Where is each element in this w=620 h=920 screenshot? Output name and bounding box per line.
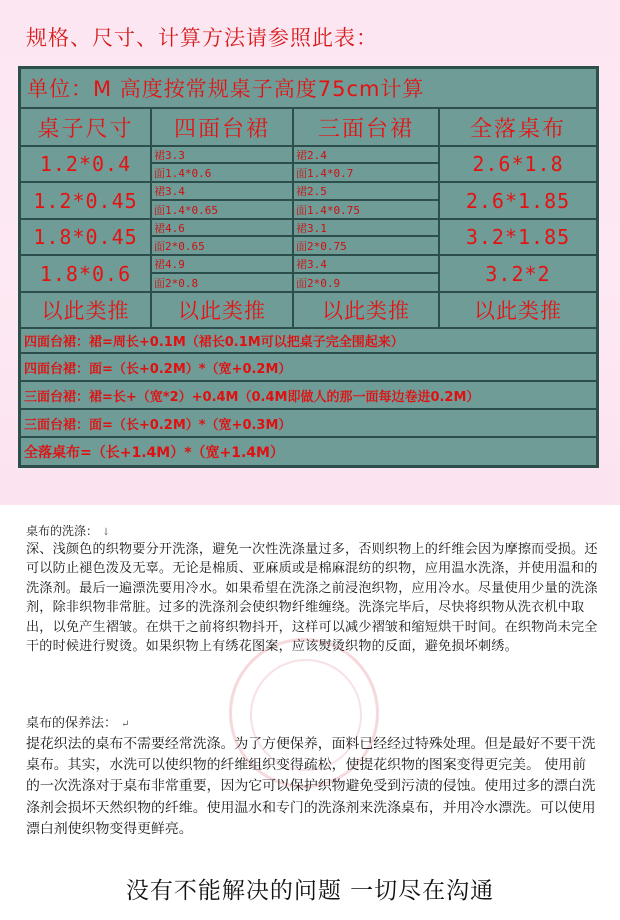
care-text: 提花织法的桌布不需要经常洗涤。为了方便保养，面料已经经过特殊处理。但是最好不要干洗桌布。其实，水洗可以使织物的纤维组织变得疏松，使提花织物的图案变得更完美。 使用前的一次洗涤对于桌布非常重要，因为它可以保护织物避免受到污渍的侵蚀。使用过多的漂白洗涤剂会损坏天然织物的纤维。使用温水和专门的洗涤剂来洗涤桌布，并用冷水漂洗。可以使用漂白剂使织物变得更鲜亮。 [26, 736, 596, 837]
size-cell: 1.8*0.45 [20, 219, 151, 255]
washing-title: 桌布的洗涤： ↓ [26, 524, 111, 538]
three-top-cell: 面1.4*0.7 [293, 163, 439, 182]
header-three-side-skirt: 三面台裙 [293, 108, 439, 146]
formula-row: 四面台裙：面=（长+0.2M）*（宽+0.2M） [20, 353, 597, 381]
three-skirt-cell: 裙2.5 [293, 182, 439, 200]
four-skirt-cell: 裙3.3 [151, 146, 293, 163]
three-top-cell: 面2*0.75 [293, 236, 439, 255]
three-top-cell: 面1.4*0.75 [293, 200, 439, 219]
size-cell: 1.2*0.4 [20, 146, 151, 182]
page-heading: 规格、尺寸、计算方法请参照此表： [26, 26, 378, 50]
four-skirt-cell: 裙3.4 [151, 182, 293, 200]
four-skirt-cell: 裙4.6 [151, 219, 293, 236]
etc-cell: 以此类推 [293, 292, 439, 328]
full-cloth-cell: 3.2*2 [439, 255, 597, 292]
formula-row: 四面台裙：裙=周长+0.1M（裙长0.1M可以把桌子完全围起来） [20, 328, 597, 353]
header-full-drop-cloth: 全落桌布 [439, 108, 597, 146]
four-top-cell: 面2*0.65 [151, 236, 293, 255]
three-skirt-cell: 裙2.4 [293, 146, 439, 163]
unit-row: 单位：M 高度按常规桌子高度75cm计算 [20, 68, 597, 108]
washing-text: 深、浅颜色的织物要分开洗涤，避免一次性洗涤量过多，否则织物上的纤维会因为摩擦而受损。还可以防止褪色泼及无辜。无论是棉质、亚麻质或是棉麻混纺的织物，应用温水洗涤，并使用温和的洗涤剂。最后一遍漂洗要用冷水。如果希望在洗涤之前浸泡织物，应用冷水。尽量使用少量的洗涤剂，除非织物非常脏。过多的洗涤剂会使织物纤维缠绕。洗涤完毕后，尽快将织物从洗衣机中取出，以免产生褶皱。在烘干之前将织物抖开，这样可以减少褶皱和缩短烘干时间。在织物尚未完全干的时候进行熨烫。如果织物上有绣花图案，应该熨烫织物的反面，避免损坏刺绣。 [26, 542, 598, 655]
three-skirt-cell: 裙3.4 [293, 255, 439, 273]
size-table [18, 66, 599, 468]
etc-cell: 以此类推 [439, 292, 597, 328]
full-cloth-cell: 2.6*1.85 [439, 182, 597, 219]
etc-cell: 以此类推 [151, 292, 293, 328]
formula-row: 三面台裙：裙=长+（宽*2）+0.4M（0.4M即做人的那一面每边卷进0.2M） [20, 381, 597, 409]
header-table-size: 桌子尺寸 [20, 108, 151, 146]
formula-row: 全落桌布=（长+1.4M）*（宽+1.4M） [20, 437, 597, 466]
four-top-cell: 面2*0.8 [151, 273, 293, 292]
header-four-side-skirt: 四面台裙 [151, 108, 293, 146]
four-top-cell: 面1.4*0.6 [151, 163, 293, 182]
four-top-cell: 面1.4*0.65 [151, 200, 293, 219]
size-cell: 1.8*0.6 [20, 255, 151, 292]
slogan: 没有不能解决的问题 一切尽在沟通 [125, 878, 495, 904]
four-skirt-cell: 裙4.9 [151, 255, 293, 273]
etc-cell: 以此类推 [20, 292, 151, 328]
care-title: 桌布的保养法： ↵ [26, 716, 130, 731]
size-cell: 1.2*0.45 [20, 182, 151, 219]
care-document [24, 520, 602, 845]
full-cloth-cell: 3.2*1.85 [439, 219, 597, 255]
three-skirt-cell: 裙3.1 [293, 219, 439, 236]
formula-row: 三面台裙：面=（长+0.2M）*（宽+0.3M） [20, 409, 597, 437]
full-cloth-cell: 2.6*1.8 [439, 146, 597, 182]
three-top-cell: 面2*0.9 [293, 273, 439, 292]
